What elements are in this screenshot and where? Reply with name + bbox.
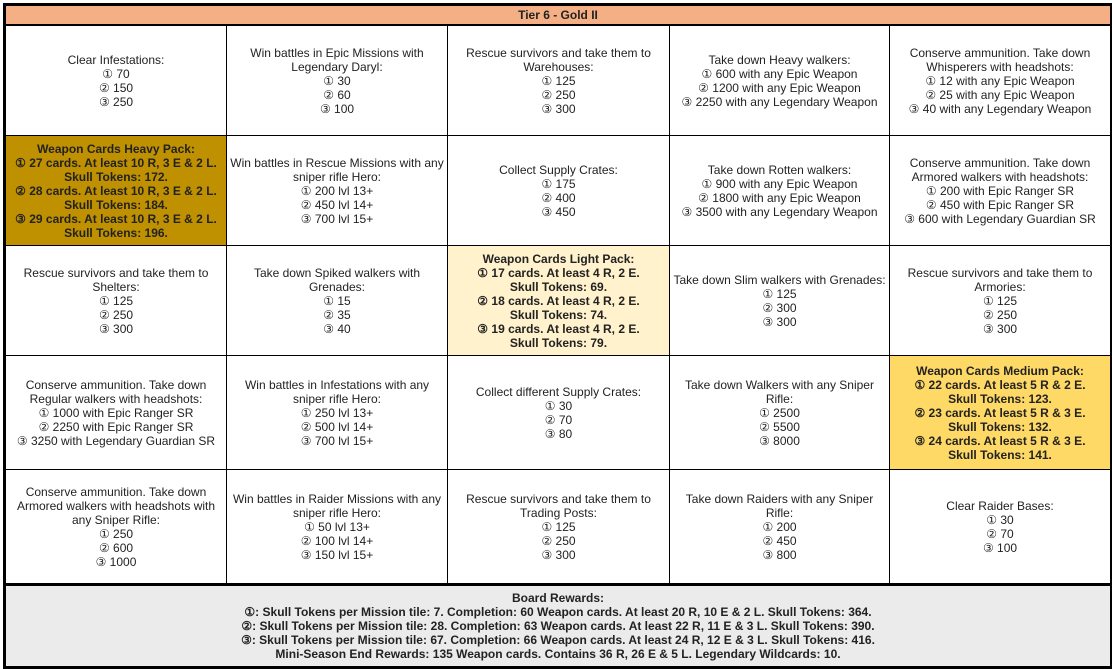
mission-tier-goal: ③ 300	[762, 314, 797, 329]
weapon-cards-light-pack-tile	[448, 246, 670, 356]
mission-tier-goal: ① 50 lvl 13+	[304, 519, 370, 534]
mission-tier-goal: ③ 3500 with any Legendary Weapon	[681, 204, 878, 219]
pack-reward-line: Skull Tokens: 141.	[948, 447, 1052, 462]
mission-tier-goal: ③ 1000	[95, 554, 137, 569]
mission-title: Take down Walkers with any Sniper Rifle:	[685, 377, 874, 406]
mission-tier-goal: ③ 300	[982, 321, 1018, 336]
mission-tier-goal: ① 70	[102, 66, 130, 81]
mission-tier-goal: ① 125	[541, 73, 576, 88]
mission-tile	[448, 356, 670, 470]
pack-reward-line: Skull Tokens: 123.	[948, 391, 1052, 406]
mission-tier-goal: ① 250 lvl 13+	[300, 405, 374, 420]
weapon-cards-medium-pack-tile	[890, 356, 1112, 470]
pack-reward-line: ② 18 cards. At least 4 R, 2 E.	[477, 293, 640, 308]
pack-reward-line: ① 22 cards. At least 5 R & 2 E.	[914, 377, 1086, 392]
mission-tier-goal: ① 125	[762, 286, 797, 301]
mission-tier-goal: ② 60	[323, 87, 351, 102]
mission-tile	[890, 470, 1112, 585]
mission-tier-goal: ② 70	[986, 526, 1014, 541]
mission-tier-goal: ① 200 lvl 13+	[300, 183, 374, 198]
mission-tile	[5, 470, 227, 585]
mission-tile	[890, 25, 1112, 136]
mission-tier-goal: ③ 2250 with any Legendary Weapon	[681, 94, 878, 109]
board-row-4	[5, 356, 1112, 470]
mission-title: Collect Supply Crates:	[499, 162, 618, 177]
mission-tier-goal: ② 2250 with Epic Ranger SR	[38, 419, 194, 434]
board-rewards-tier-2: ②: Skull Tokens per Mission tile: 28. Completion: 63 Weapon cards. At least 22 R, 11 E & 3 L. Skull Tokens: 390.	[241, 619, 875, 633]
mission-tier-goal: ③ 800	[762, 547, 797, 562]
mission-tier-goal: ① 175	[541, 176, 576, 191]
mission-tier-goal: ② 25 with any Epic Weapon	[925, 87, 1075, 102]
mission-tile	[890, 246, 1112, 356]
mini-season-end-rewards: Mini-Season End Rewards: 135 Weapon cards. Contains 36 R, 26 E & 5 L. Legendary Wildcards: 10.	[275, 647, 841, 661]
mission-title: Clear Raider Bases:	[946, 498, 1054, 513]
pack-reward-line: Skull Tokens: 79.	[509, 335, 608, 350]
mission-tier-goal: ③ 100	[982, 540, 1018, 555]
mission-tier-goal: ③ 150 lvl 15+	[300, 547, 374, 562]
mission-title: Win battles in Rescue Missions with any sniper rifle Hero:	[230, 155, 444, 184]
pack-title: Weapon Cards Medium Pack:	[916, 363, 1084, 378]
pack-reward-line: ① 17 cards. At least 4 R, 2 E.	[477, 265, 640, 280]
mission-title: Take down Slim walkers with Grenades:	[673, 272, 886, 287]
mission-tier-goal: ① 30	[544, 398, 573, 413]
mission-tier-goal: ③ 80	[544, 426, 573, 441]
board-title: Tier 6 - Gold II	[5, 5, 1112, 26]
mission-tier-goal: ① 250	[98, 526, 134, 541]
mission-tile	[448, 25, 670, 136]
mission-tier-goal: ② 250	[98, 307, 134, 322]
mission-tile	[670, 470, 890, 585]
mission-title: Rescue survivors and take them to Armories:	[907, 265, 1093, 294]
mission-tier-goal: ① 30	[986, 512, 1014, 527]
mission-tier-goal: ① 1000 with Epic Ranger SR	[38, 405, 194, 420]
pack-reward-line: ③ 19 cards. At least 4 R, 2 E.	[477, 321, 640, 336]
mission-tier-goal: ② 600	[98, 540, 134, 555]
board-rewards	[5, 585, 1112, 668]
mission-tier-goal: ① 30	[323, 73, 351, 88]
mission-tier-goal: ① 15	[323, 293, 351, 308]
pack-reward-line: ② 23 cards. At least 5 R & 3 E.	[914, 405, 1086, 420]
mission-title: Take down Spiked walkers with Grenades:	[253, 265, 421, 294]
mission-tier-goal: ② 450	[762, 533, 797, 548]
weapon-cards-heavy-pack-tile	[5, 136, 227, 246]
mission-tier-goal: ① 2500	[759, 405, 800, 420]
mission-tier-goal: ③ 40	[323, 321, 351, 336]
mission-tier-goal: ① 200	[762, 519, 797, 534]
mission-tile	[227, 356, 448, 470]
mission-tile	[448, 470, 670, 585]
pack-reward-line: Skull Tokens: 184.	[64, 197, 168, 212]
pack-reward-line: ③ 24 cards. At least 5 R & 3 E.	[914, 433, 1086, 448]
mission-tile	[670, 25, 890, 136]
mission-tile	[670, 246, 890, 356]
mission-tier-goal: ① 125	[98, 293, 134, 308]
mission-title: Collect different Supply Crates:	[475, 384, 642, 399]
mission-tier-goal: ③ 40 with any Legendary Weapon	[908, 101, 1092, 116]
mission-tier-goal: ② 5500	[759, 419, 800, 434]
mission-tier-goal: ③ 600 with Legendary Guardian SR	[904, 211, 1096, 226]
mission-title: Win battles in Infestations with any sniper rifle Hero:	[244, 377, 430, 406]
mission-tier-goal: ③ 300	[541, 101, 576, 116]
mission-tier-goal: ② 500 lvl 14+	[300, 419, 374, 434]
mission-tier-goal: ② 250	[541, 87, 576, 102]
mission-title: Rescue survivors and take them to Shelters:	[23, 265, 209, 294]
mission-tier-goal: ② 100 lvl 14+	[300, 533, 374, 548]
mission-tier-goal: ③ 3250 with Legendary Guardian SR	[16, 433, 216, 448]
mission-tier-goal: ③ 300	[541, 547, 576, 562]
board-rewards-tier-1: ①: Skull Tokens per Mission tile: 7. Completion: 60 Weapon cards. At least 20 R, 10 E & 2 L. Skull Tokens: 364.	[244, 605, 872, 619]
mission-title: Conserve ammunition. Take down Armored walkers with headshots:	[909, 155, 1091, 184]
pack-reward-line: ① 27 cards. At least 10 R, 3 E & 2 L.	[15, 155, 217, 170]
mission-title: Win battles in Raider Missions with any sniper rifle Hero:	[232, 491, 442, 520]
mission-title: Rescue survivors and take them to Warehouses:	[466, 45, 651, 74]
mission-tile	[227, 136, 448, 246]
board-row-1	[5, 25, 1112, 136]
pack-reward-line: Skull Tokens: 132.	[948, 419, 1052, 434]
mission-tier-goal: ② 1800 with any Epic Weapon	[698, 190, 861, 205]
mission-tier-goal: ② 150	[98, 80, 134, 95]
mission-tier-goal: ③ 450	[541, 204, 576, 219]
board-rewards-title: Board Rewards:	[511, 591, 605, 605]
mission-title: Conserve ammunition. Take down Whisperers with headshots:	[909, 45, 1091, 74]
mission-tier-goal: ② 300	[762, 300, 797, 315]
mission-tier-goal: ③ 700 lvl 15+	[300, 433, 374, 448]
mission-tile	[890, 136, 1112, 246]
mission-title: Win battles in Epic Missions with Legendary Daryl:	[250, 45, 424, 74]
pack-title: Weapon Cards Heavy Pack:	[37, 141, 195, 156]
mission-tile	[5, 25, 227, 136]
mission-tier-goal: ① 12 with any Epic Weapon	[925, 73, 1075, 88]
mission-tier-goal: ① 600 with any Epic Weapon	[701, 66, 858, 81]
mission-tile	[5, 356, 227, 470]
mission-tier-goal: ② 250	[982, 307, 1018, 322]
mission-tile	[227, 25, 448, 136]
mission-tile	[448, 136, 670, 246]
mission-title: Rescue survivors and take them to Trading Posts:	[466, 491, 651, 520]
board-rewards-row	[5, 585, 1112, 668]
mission-tier-goal: ③ 700 lvl 15+	[300, 211, 374, 226]
pack-reward-line: Skull Tokens: 74.	[509, 307, 608, 322]
pack-reward-line: ② 28 cards. At least 10 R, 3 E & 2 L.	[15, 183, 217, 198]
mission-tile	[227, 470, 448, 585]
mission-tier-goal: ① 125	[541, 519, 576, 534]
mission-tier-goal: ① 900 with any Epic Weapon	[701, 176, 858, 191]
pack-reward-line: Skull Tokens: 196.	[64, 225, 168, 240]
title-row	[5, 5, 1112, 26]
mission-title: Clear Infestations:	[67, 52, 165, 67]
board-row-2	[5, 136, 1112, 246]
mission-tier-goal: ② 450 with Epic Ranger SR	[925, 197, 1075, 212]
mission-title: Conserve ammunition. Take down Armored walkers with headshots with any Sniper Rifle:	[16, 484, 216, 527]
mission-title: Take down Raiders with any Sniper Rifle:	[685, 491, 874, 520]
mission-tier-goal: ② 400	[541, 190, 576, 205]
mission-tier-goal: ③ 250	[98, 94, 134, 109]
pack-reward-line: ③ 29 cards. At least 10 R, 3 E & 2 L.	[15, 211, 217, 226]
board-rewards-tier-3: ③: Skull Tokens per Mission tile: 67. Completion: 66 Weapon cards. At least 24 R, 12 E & 3 L. Skull Tokens: 416.	[241, 633, 875, 647]
board-row-5	[5, 470, 1112, 585]
mission-tier-goal: ③ 8000	[759, 433, 800, 448]
mission-tier-goal: ① 200 with Epic Ranger SR	[925, 183, 1075, 198]
mission-tile	[227, 246, 448, 356]
mission-tile	[670, 136, 890, 246]
board-row-3	[5, 246, 1112, 356]
mission-tier-goal: ② 35	[323, 307, 351, 322]
tier-board	[3, 3, 1112, 669]
mission-tier-goal: ② 250	[541, 533, 576, 548]
pack-reward-line: Skull Tokens: 69.	[509, 279, 608, 294]
mission-title: Take down Rotten walkers:	[707, 162, 852, 177]
mission-tier-goal: ③ 300	[98, 321, 134, 336]
mission-tier-goal: ② 70	[544, 412, 573, 427]
pack-reward-line: Skull Tokens: 172.	[64, 169, 168, 184]
pack-title: Weapon Cards Light Pack:	[482, 251, 635, 266]
mission-tier-goal: ② 450 lvl 14+	[300, 197, 374, 212]
mission-title: Take down Heavy walkers:	[708, 52, 851, 67]
mission-tier-goal: ② 1200 with any Epic Weapon	[698, 80, 861, 95]
mission-tier-goal: ① 125	[982, 293, 1018, 308]
mission-tile	[670, 356, 890, 470]
mission-tile	[5, 246, 227, 356]
mission-title: Conserve ammunition. Take down Regular walkers with headshots:	[25, 377, 207, 406]
mission-tier-goal: ③ 100	[319, 101, 355, 116]
